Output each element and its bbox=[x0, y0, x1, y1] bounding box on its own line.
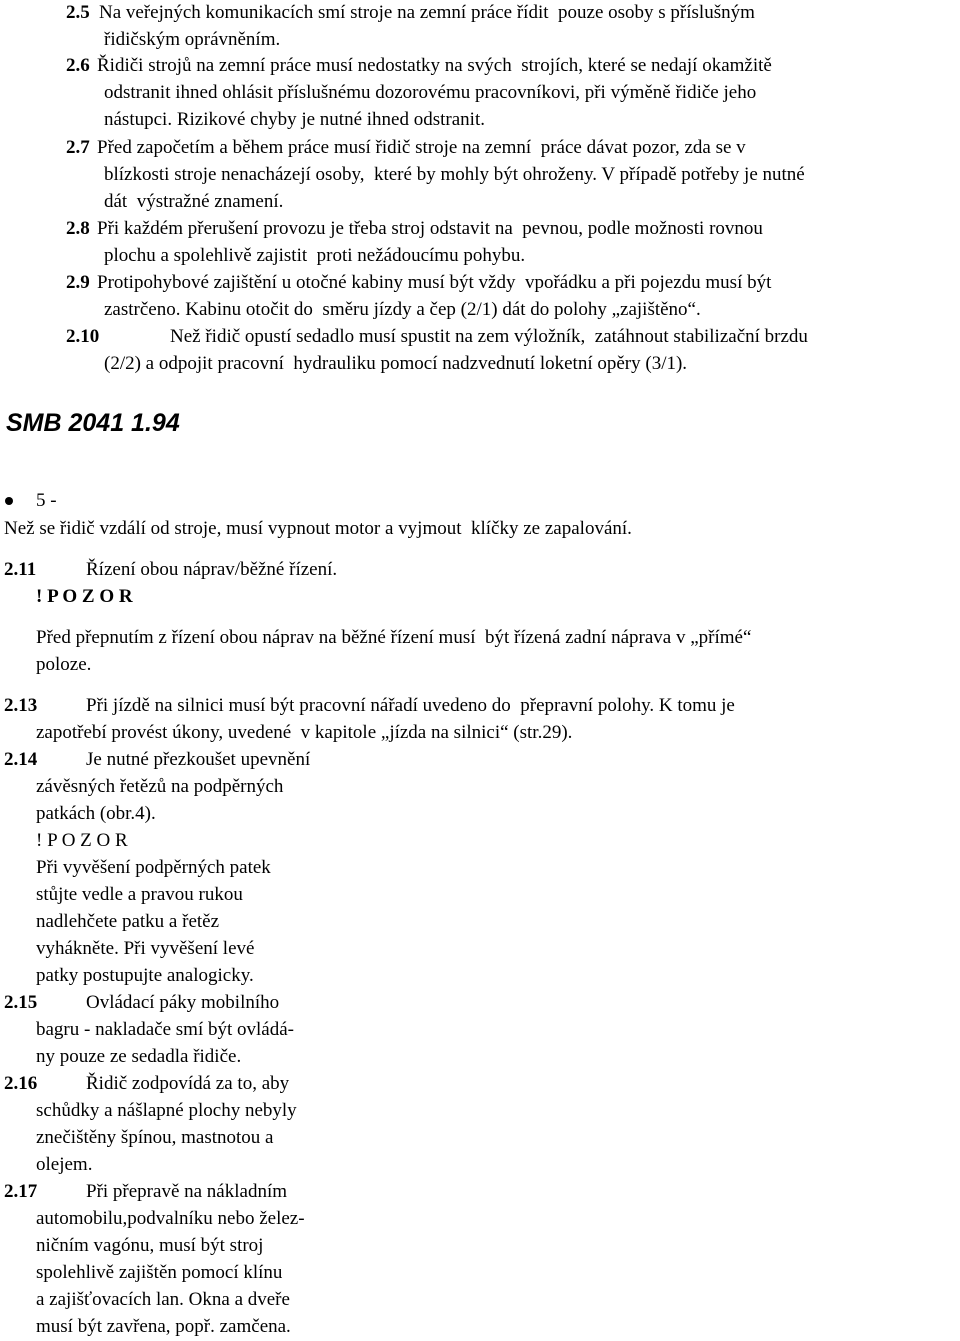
section-2-15-line-2: bagru - nakladače smí být ovládá- bbox=[36, 1019, 294, 1040]
section-2-17-line-3: ničním vagónu, musí být stroj bbox=[36, 1235, 264, 1256]
warning-1-line-2: poloze. bbox=[36, 654, 92, 675]
section-2-16-number: 2.16 bbox=[4, 1073, 38, 1094]
section-2-6-line-3: nástupci. Rizikové chyby je nutné ihned odstranit. bbox=[104, 109, 485, 130]
section-2-5-line-1: Na veřejných komunikacích smí stroje na zemní práce řídit pouze osoby s příslušným bbox=[99, 2, 755, 23]
section-2-7-line-1: Před započetím a během práce musí řidič stroje na zemní práce dávat pozor, zda se v bbox=[97, 137, 746, 158]
section-2-13-line-2: zapotřebí provést úkony, uvedené v kapitole „jízda na silnici“ (str.29). bbox=[36, 722, 573, 743]
section-2-17-line-2: automobilu,podvalníku nebo želez- bbox=[36, 1208, 305, 1229]
page-number: 5 - bbox=[36, 490, 57, 511]
section-2-8-line-2: plochu a spolehlivě zajistit proti nežádoucímu pohybu. bbox=[104, 245, 526, 266]
section-2-17-line-6: musí být zavřena, popř. zamčena. bbox=[36, 1316, 291, 1337]
section-2-16-line-4: olejem. bbox=[36, 1154, 93, 1175]
section-2-15-line-1: Ovládací páky mobilního bbox=[86, 992, 280, 1013]
section-2-6-line-2: odstranit ihned ohlásit příslušnému dozorovému pracovníkovi, při výměně řidiče jeho bbox=[104, 82, 757, 103]
section-2-8-line-1: Při každém přerušení provozu je třeba stroj odstavit na pevnou, podle možnosti rovnou bbox=[97, 218, 763, 239]
section-2-17-line-1: Při přepravě na nákladním bbox=[86, 1181, 288, 1202]
section-2-6-line-1: Řidiči strojů na zemní práce musí nedostatky na svých strojích, které se nedají okamžitě bbox=[97, 55, 772, 76]
section-2-5-number: 2.5 bbox=[66, 2, 90, 23]
section-2-17-line-4: spolehlivě zajištěn pomocí klínu bbox=[36, 1262, 283, 1283]
warning-1-heading: ! P O Z O R bbox=[36, 586, 133, 607]
section-2-7-line-2: blízkosti stroje nenacházejí osoby, které by mohly být ohroženy. V případě potřeby je nutné bbox=[104, 164, 805, 185]
warning-2-line-2: stůjte vedle a pravou rukou bbox=[36, 884, 243, 905]
warning-2-line-3: nadlehčete patku a řetěz bbox=[36, 911, 220, 932]
section-2-13-number: 2.13 bbox=[4, 695, 38, 716]
section-2-10-number: 2.10 bbox=[66, 326, 100, 347]
warning-2-line-5: patky postupujte analogicky. bbox=[36, 965, 254, 986]
warning-2-line-4: vyhákněte. Při vyvěšení levé bbox=[36, 938, 255, 959]
section-2-15-line-3: ny pouze ze sedadla řidiče. bbox=[36, 1046, 242, 1067]
intro-text: Než se řidič vzdálí od stroje, musí vypnout motor a vyjmout klíčky ze zapalování. bbox=[4, 518, 632, 539]
warning-2-line-1: Při vyvěšení podpěrných patek bbox=[36, 857, 271, 878]
section-2-14-line-2: závěsných řetězů na podpěrných bbox=[36, 776, 284, 797]
section-2-16-line-3: znečištěny špínou, mastnotou a bbox=[36, 1127, 274, 1148]
section-2-16-line-2: schůdky a nášlapné plochy nebyly bbox=[36, 1100, 297, 1121]
section-2-11-text: Řízení obou náprav/běžné řízení. bbox=[86, 559, 338, 580]
section-2-6-number: 2.6 bbox=[66, 55, 90, 76]
section-2-7-number: 2.7 bbox=[66, 137, 90, 158]
section-2-15-number: 2.15 bbox=[4, 992, 38, 1013]
section-2-9-number: 2.9 bbox=[66, 272, 90, 293]
section-2-14-number: 2.14 bbox=[4, 749, 38, 770]
section-2-9-line-2: zastrčeno. Kabinu otočit do směru jízdy a čep (2/1) dát do polohy „zajištěno“. bbox=[104, 299, 701, 320]
section-2-14-line-1: Je nutné přezkoušet upevnění bbox=[86, 749, 311, 770]
model-heading: SMB 2041 1.94 bbox=[6, 409, 180, 437]
warning-1-line-1: Před přepnutím z řízení obou náprav na běžné řízení musí být řízená zadní náprava v „přímé“ bbox=[36, 627, 752, 648]
section-2-14-line-3: patkách (obr.4). bbox=[36, 803, 156, 824]
warning-2-heading: ! P O Z O R bbox=[36, 830, 128, 851]
section-2-10-line-2: (2/2) a odpojit pracovní hydrauliku pomocí nadzvednutí loketní opěry (3/1). bbox=[104, 353, 688, 374]
section-2-5-line-2: řidičským oprávněním. bbox=[104, 29, 281, 50]
bullet-icon bbox=[5, 497, 13, 505]
section-2-13-line-1: Při jízdě na silnici musí být pracovní nářadí uvedeno do přepravní polohy. K tomu je bbox=[86, 695, 735, 716]
section-2-9-line-1: Protipohybové zajištění u otočné kabiny musí být vždy vpořádku a při pojezdu musí být bbox=[97, 272, 772, 293]
section-2-10-line-1: Než řidič opustí sedadlo musí spustit na zem výložník, zatáhnout stabilizační brzdu bbox=[170, 326, 808, 347]
section-2-11-number: 2.11 bbox=[4, 559, 37, 580]
section-2-16-line-1: Řidič zodpovídá za to, aby bbox=[86, 1073, 290, 1094]
section-2-7-line-3: dát výstražné znamení. bbox=[104, 191, 284, 212]
section-2-17-number: 2.17 bbox=[4, 1181, 38, 1202]
section-2-8-number: 2.8 bbox=[66, 218, 90, 239]
section-2-17-line-5: a zajišťovacích lan. Okna a dveře bbox=[36, 1289, 290, 1310]
